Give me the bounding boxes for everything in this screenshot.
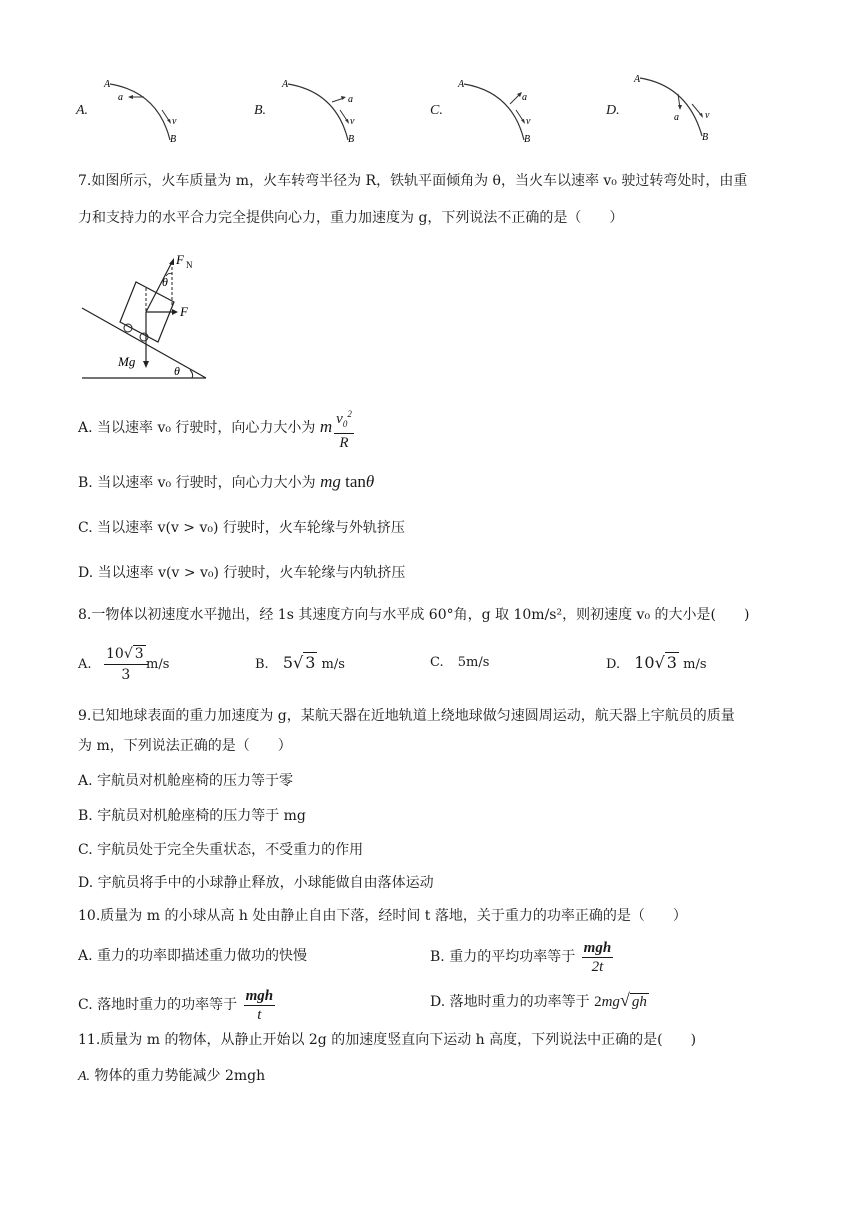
q10-option-c-text: 落地时重力的功率等于 xyxy=(97,997,238,1013)
q7-option-b[interactable] xyxy=(78,472,374,493)
q8-option-d[interactable] xyxy=(606,652,707,676)
q6-b-point-b: B xyxy=(348,134,355,145)
q9-option-c-text: 宇航员处于完全失重状态，不受重力的作用 xyxy=(97,842,364,858)
q11-option-a-text: 物体的重力势能减少 2mgh xyxy=(94,1068,266,1084)
q6-a-point-a: A xyxy=(104,79,111,90)
q7-option-b-formula: mg tanθ xyxy=(320,472,375,491)
q6-a-vel: v xyxy=(172,116,177,127)
q7-stem-line2: 力和支持力的水平合力完全提供向心力，重力加速度为 g，下列说法不正确的是（ ） xyxy=(78,210,624,226)
q10-option-d[interactable] xyxy=(430,990,649,1012)
q10-option-c-label: C. xyxy=(78,997,93,1013)
q7-option-b-text: 当以速率 v₀ 行驶时，向心力大小为 xyxy=(97,475,316,491)
q7-fig-mg-label: Mg xyxy=(118,354,136,369)
q10-option-c-formula: $\frac{\text{mgh}}{t}$ xyxy=(245,987,274,1023)
q8-option-d-label: D. xyxy=(606,657,621,672)
q6-c-point-b: B xyxy=(524,134,531,145)
q10-option-b-label: B. xyxy=(430,949,445,965)
q6-option-b-label: B. xyxy=(254,103,267,118)
q7-option-d-label: D. xyxy=(78,565,94,581)
q6-b-vel: v xyxy=(350,116,355,127)
q7-fig-fn-label: F xyxy=(176,252,184,267)
q9-option-b-label: B. xyxy=(78,808,93,824)
q8-option-a-value: $\frac{10√ 3}{3}$ xyxy=(104,644,148,685)
q7-option-c-label: C. xyxy=(78,520,93,536)
q9-option-c[interactable] xyxy=(78,840,363,860)
q8-stem: 8.一物体以初速度水平抛出，经 1s 其速度方向与水平成 60°角，g 取 10m/s²，则初速度 v₀ 的大小是( ) xyxy=(78,607,750,623)
q8-option-c-label: C. xyxy=(430,655,444,670)
q8-option-a-label: A. xyxy=(78,657,92,672)
q8-option-b-unit: m/s xyxy=(321,657,345,672)
q10-stem: 10.质量为 m 的小球从高 h 处由静止自由下落，经时间 t 落地，关于重力的功率正确的是（ ） xyxy=(78,908,687,924)
q10-option-a-label: A. xyxy=(78,948,93,964)
q6-option-a-label: A. xyxy=(76,103,89,118)
q6-option-b[interactable] xyxy=(254,70,374,150)
q8-option-d-unit: m/s xyxy=(683,657,707,672)
q7-option-d-text: 当以速率 v(v > v₀) 行驶时，火车轮缘与内轨挤压 xyxy=(97,565,406,581)
q10-option-b-formula: $\frac{\text{mgh}}{2t}$ xyxy=(583,939,612,975)
q10-option-d-label: D. xyxy=(430,994,446,1010)
q10-option-c[interactable] xyxy=(78,982,277,1028)
q8-option-a-unit: m/s xyxy=(146,657,170,672)
q10-option-d-formula: 2mg√ gh xyxy=(594,990,647,1010)
q6-b-accel: a xyxy=(348,94,353,105)
q10-option-b-text: 重力的平均功率等于 xyxy=(449,949,576,965)
q7-fig-fn-sub: N xyxy=(186,260,193,270)
q6-c-point-a: A xyxy=(458,79,465,90)
q9-option-a-text: 宇航员对机舱座椅的压力等于零 xyxy=(97,773,294,789)
q6-a-accel: a xyxy=(118,92,123,103)
q6-d-point-a: A xyxy=(634,74,641,85)
q7-fig-theta-bottom: θ xyxy=(174,364,180,378)
q9-option-a[interactable] xyxy=(78,771,293,791)
q6-option-d[interactable] xyxy=(606,70,726,150)
q7-option-b-label: B. xyxy=(78,475,93,491)
q10-option-a[interactable] xyxy=(78,946,307,966)
q7-option-c[interactable] xyxy=(78,518,405,538)
q8-option-c-value: 5m/s xyxy=(457,655,490,670)
q6-a-point-b: B xyxy=(170,134,177,145)
q6-option-a[interactable] xyxy=(76,70,196,150)
q11-stem: 11.质量为 m 的物体，从静止开始以 2g 的加速度竖直向下运动 h 高度，下列说法中正确的是( ) xyxy=(78,1032,697,1048)
q6-c-accel: a xyxy=(522,92,527,103)
q6-option-c-curve-figure xyxy=(450,70,550,145)
q11-option-a-label: A. xyxy=(78,1069,91,1084)
q11-option-a[interactable] xyxy=(78,1066,265,1087)
q8-option-c[interactable] xyxy=(430,652,489,674)
q7-option-d[interactable] xyxy=(78,563,405,583)
q6-d-vel: v xyxy=(705,110,710,121)
q6-option-b-curve-figure xyxy=(274,70,374,145)
q7-option-a-label: A. xyxy=(78,419,93,436)
q9-option-d-text: 宇航员将手中的小球静止释放，小球能做自由落体运动 xyxy=(97,875,434,891)
q6-options xyxy=(0,70,860,150)
q9-stem-line1: 9.已知地球表面的重力加速度为 g，某航天器在近地轨道上绕地球做匀速圆周运动，航天器上宇航员的质量 xyxy=(78,708,735,724)
q9-option-a-label: A. xyxy=(78,773,93,789)
q8-option-b-value: 5√ 3 xyxy=(282,653,316,672)
q7-option-a-text: 当以速率 v₀ 行驶时，向心力大小为 xyxy=(97,419,316,436)
q6-b-point-a: A xyxy=(282,79,289,90)
q6-option-c[interactable] xyxy=(430,70,550,150)
q9-option-b[interactable] xyxy=(78,806,306,826)
q7-fig-theta-top: θ xyxy=(162,275,168,289)
q7-option-a-formula: m $\frac{v_0^2}{R}$ xyxy=(320,417,356,436)
q10-option-d-text: 落地时重力的功率等于 xyxy=(449,994,590,1010)
q6-d-accel: a xyxy=(674,112,679,123)
q9-option-d-label: D. xyxy=(78,875,94,891)
q9-option-c-label: C. xyxy=(78,842,93,858)
q7-option-c-text: 当以速率 v(v > v₀) 行驶时，火车轮缘与外轨挤压 xyxy=(97,520,405,536)
q6-option-c-label: C. xyxy=(430,103,443,118)
q6-option-a-curve-figure xyxy=(96,70,196,145)
q7-fig-f-label: F xyxy=(180,304,188,319)
q9-stem-line2: 为 m，下列说法正确的是（ ） xyxy=(78,738,292,754)
q9-option-b-text: 宇航员对机舱座椅的压力等于 mg xyxy=(97,808,306,824)
q9-option-d[interactable] xyxy=(78,873,434,893)
q10-option-a-text: 重力的功率即描述重力做功的快慢 xyxy=(97,948,308,964)
q6-d-point-b: B xyxy=(702,132,709,143)
q8-option-d-value: 10√ 3 xyxy=(634,653,677,672)
q10-option-b[interactable] xyxy=(430,934,615,980)
q7-stem-line1: 7.如图所示，火车质量为 m，火车转弯半径为 R，铁轨平面倾角为 θ，当火车以速率 v₀ 驶过转弯处时，由重 xyxy=(78,173,748,189)
q6-option-d-curve-figure xyxy=(626,70,726,145)
q7-option-a[interactable] xyxy=(78,404,356,450)
q6-option-d-label: D. xyxy=(606,103,620,118)
q7-train-figure xyxy=(78,246,210,382)
q8-option-b-label: B. xyxy=(255,657,269,672)
q6-c-vel: v xyxy=(526,116,531,127)
q8-option-b[interactable] xyxy=(255,652,345,676)
